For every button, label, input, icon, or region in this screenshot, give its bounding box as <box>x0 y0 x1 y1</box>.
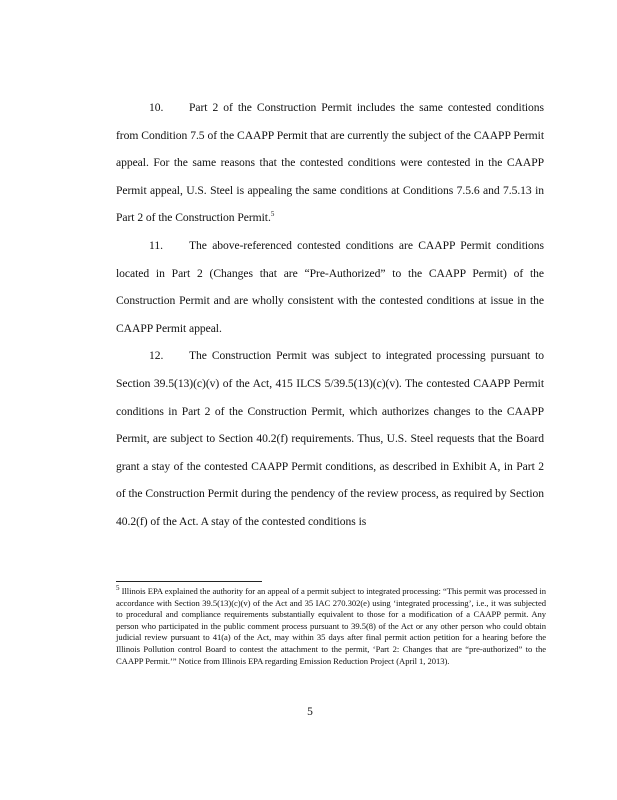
footnote-body <box>116 586 546 667</box>
paragraph-text: The Construction Permit was subject to integrated processing pursuant to Section 39.5(13)(c)(v) of the Act, 415 ILCS 5/39.5(13)(c)(v). The contested CAAPP Permit conditions in Part 2 of the Construction Permit, which authorizes changes to the CAAPP Permit, are subject to Section 40.2(f) requirements. Thus, U.S. Steel requests that the Board grant a stay of the contested CAAPP Permit conditions, as described in Exhibit A, in Part 2 of the Construction Permit during the pendency of the review process, as required by Section 40.2(f) of the Act. A stay of the contested conditions is <box>116 349 544 528</box>
paragraph-10 <box>116 94 544 232</box>
footnote-reference[interactable]: 5 <box>270 210 275 219</box>
footnote-marker: 5 <box>116 584 120 593</box>
page-number: 5 <box>307 706 313 718</box>
paragraph-number: 10. <box>149 101 164 114</box>
paragraph-12 <box>116 342 544 535</box>
footnote-text: Illinois EPA explained the authority for an appeal of a permit subject to integrated processing: “This permit was processed in accordance with Section 39.5(13)(c)(v) of the Act and 35 IAC 270.302(e) using ‘integrated processing’, i.e., it was subjected to procedural and compliance requirements substantially equivalent to those for a modification of a CAAPP permit. Any person who participated in the public comment process pursuant to 39.5(8) of the Act or any other person who could obtain judicial review pursuant to 41(a) of the Act, may within 35 days after final permit action petition for a hearing before the Illinois Pollution control Board to contest the attachment to the permit, ‘Part 2: Changes that are “pre-authorized” to the CAAPP Permit.’” Notice from Illinois EPA regarding Emission Reduction Project (April 1, 2013). <box>116 586 546 666</box>
paragraph-number: 11. <box>149 238 163 252</box>
paragraph-text: Part 2 of the Construction Permit includes the same contested conditions from Condition 7.5 of the CAAPP Permit that are currently the subject of the CAAPP Permit appeal. For the same reasons that the contested conditions were contested in the CAAPP Permit appeal, U.S. Steel is appealing the same conditions at Conditions 7.5.6 and 7.5.13 in Part 2 of the Construction Permit. <box>116 101 544 225</box>
paragraph-11 <box>116 232 544 342</box>
footnote <box>116 586 546 667</box>
paragraph-number: 12. <box>149 349 164 363</box>
footnote-divider <box>116 581 262 582</box>
body-text <box>116 94 544 536</box>
paragraph-text: The above-referenced contested conditions are CAAPP Permit conditions located in Part 2 (Changes that are “Pre-Authorized” to the CAAPP Permit) of the Construction Permit and are wholly consistent with the contested conditions at issue in the CAAPP Permit appeal. <box>116 238 544 335</box>
